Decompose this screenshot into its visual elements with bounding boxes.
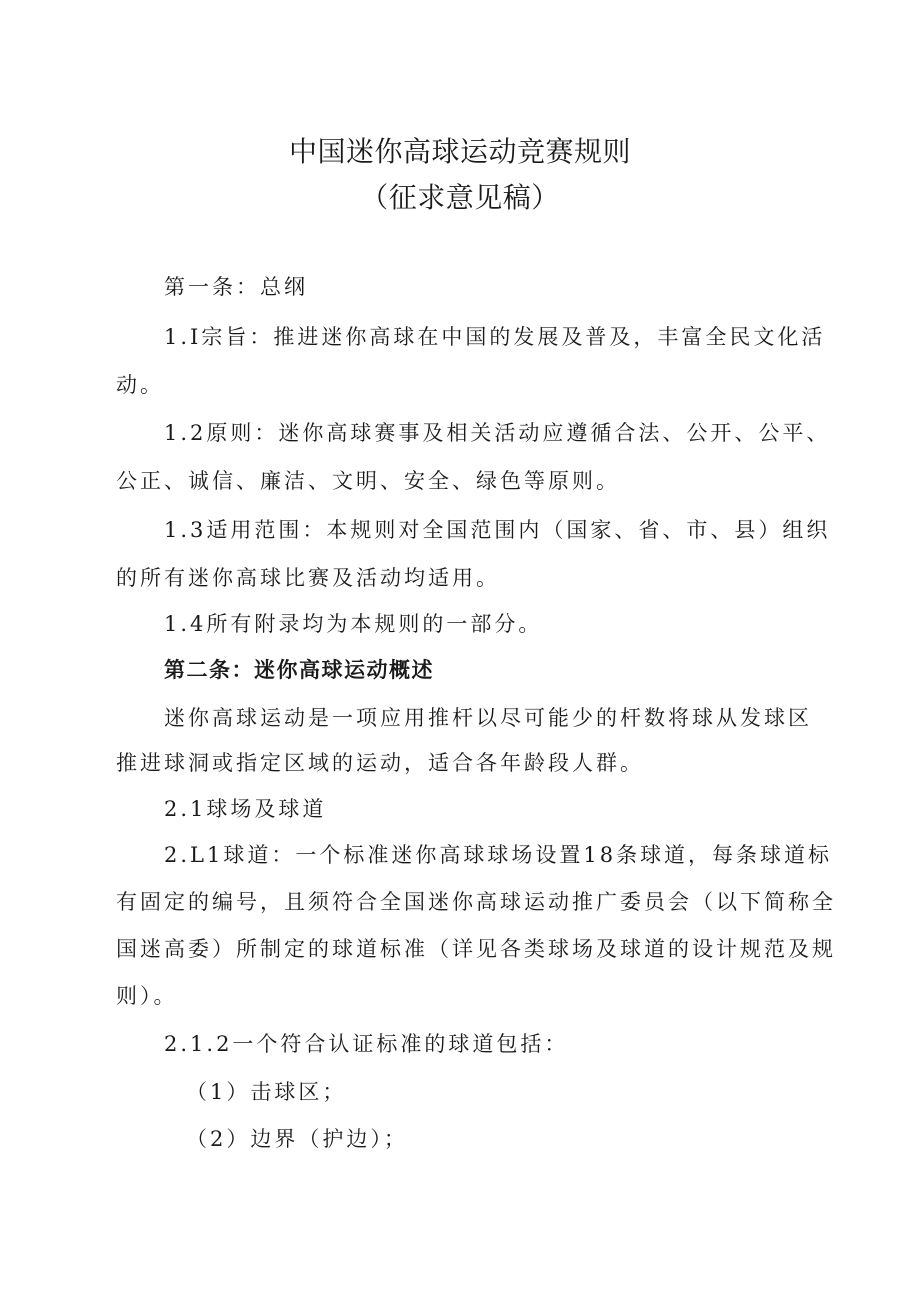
paragraph-line: 1.I宗旨：推进迷你高球在中国的发展及普及，丰富全民文化活 bbox=[164, 325, 826, 349]
section-heading-1: 第一条：总纲 bbox=[164, 275, 308, 299]
paragraph-line: 的所有迷你高球比赛及活动均适用。 bbox=[116, 566, 500, 590]
paragraph-line: 1.3适用范围：本规则对全国范围内（国家、省、市、县）组织 bbox=[164, 518, 831, 542]
paragraph-line: 迷你高球运动是一项应用推杆以尽可能少的杆数将球从发球区 bbox=[164, 706, 812, 730]
subsection-heading: 2.1球场及球道 bbox=[164, 797, 327, 821]
section-heading-2: 第二条：迷你高球运动概述 bbox=[164, 658, 434, 682]
paragraph-line: 2.1.2一个符合认证标准的球道包括： bbox=[164, 1032, 569, 1056]
list-item: （1）击球区； bbox=[186, 1080, 347, 1104]
paragraph-line: 公正、诚信、廉洁、文明、安全、绿色等原则。 bbox=[116, 469, 620, 493]
paragraph-line: 则）。 bbox=[116, 984, 178, 1008]
paragraph-line: 1.2原则：迷你高球赛事及相关活动应遵循合法、公开、公平、 bbox=[164, 421, 831, 445]
paragraph-line: 1.4所有附录均为本规则的一部分。 bbox=[164, 612, 543, 636]
paragraph-line: 国迷高委）所制定的球道标准（详见各类球场及球道的设计规范及规 bbox=[116, 937, 836, 961]
document-subtitle: （征求意见稿） bbox=[360, 181, 560, 214]
list-item: （2）边界（护边）； bbox=[186, 1127, 408, 1151]
paragraph-line: 动。 bbox=[116, 373, 164, 397]
paragraph-line: 2.L1球道：一个标准迷你高球球场设置18条球道，每条球道标 bbox=[164, 843, 833, 867]
paragraph-line: 有固定的编号，且须符合全国迷你高球运动推广委员会（以下简称全 bbox=[116, 890, 836, 914]
document-title: 中国迷你高球运动竞赛规则 bbox=[288, 135, 631, 168]
paragraph-line: 推进球洞或指定区域的运动，适合各年龄段人群。 bbox=[116, 751, 644, 775]
